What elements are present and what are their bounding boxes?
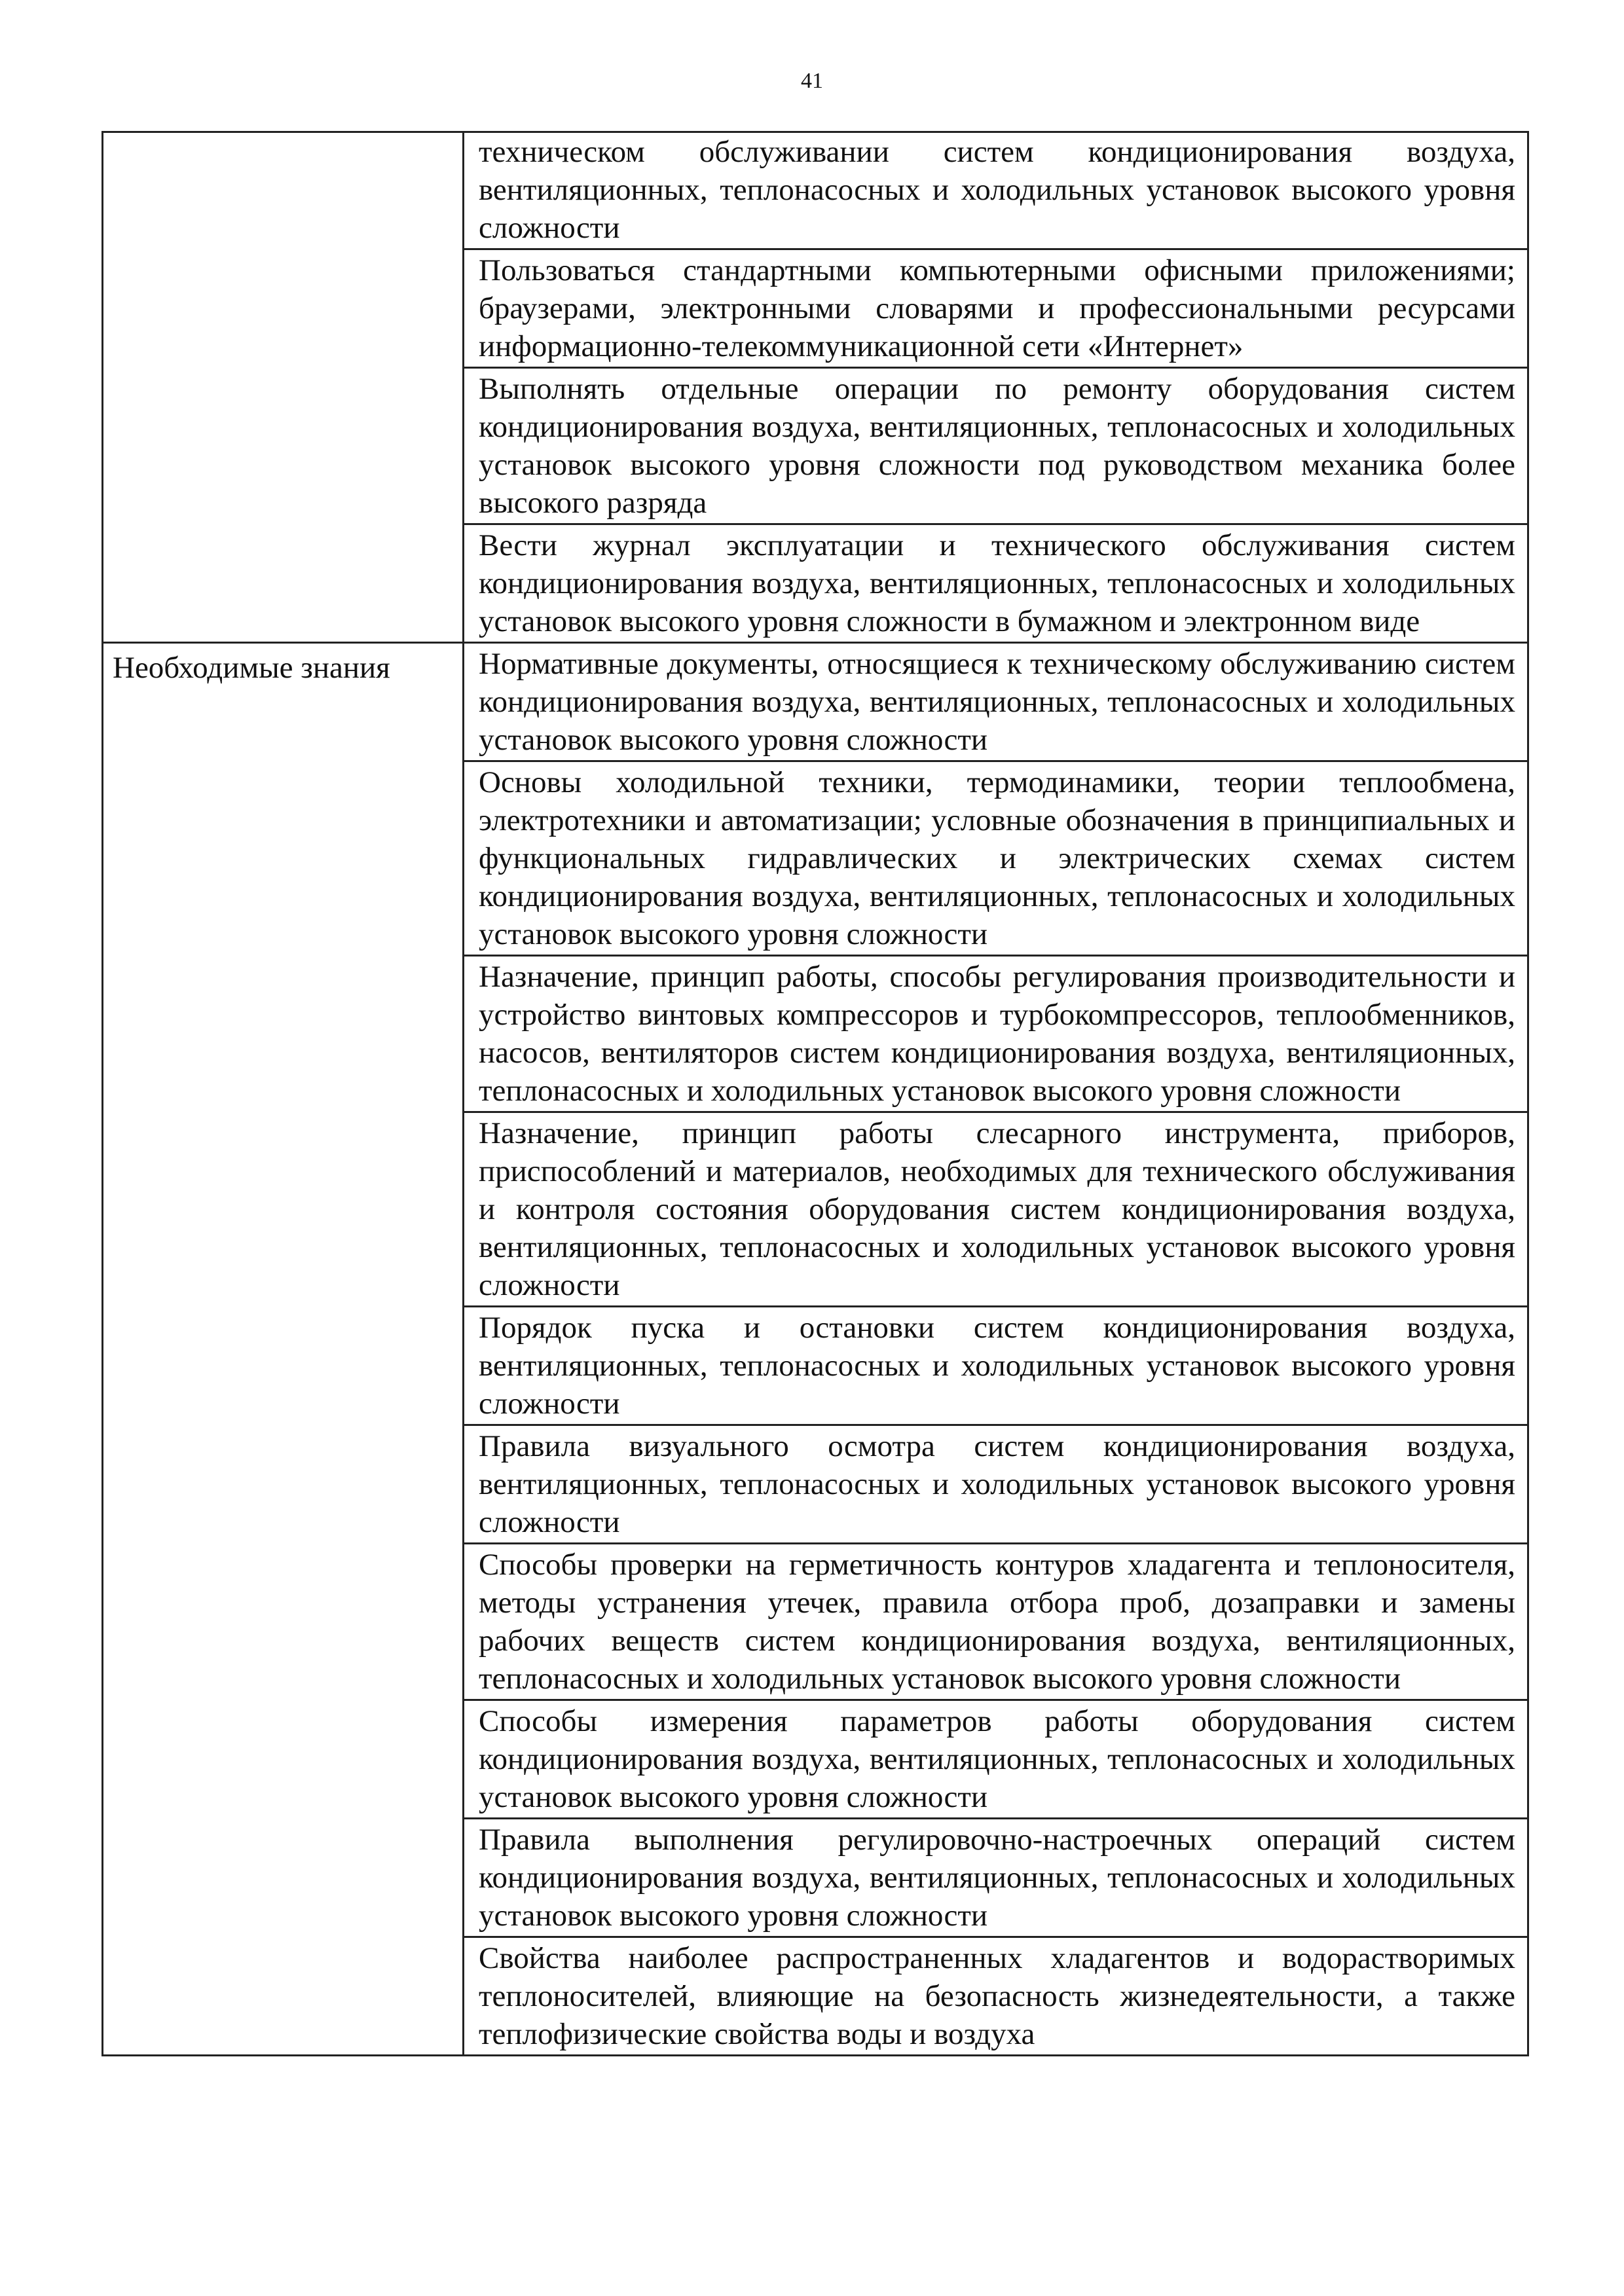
knowledge-item: Способы проверки на герметичность контуров хладагента и теплоносителя, методы устранения утечек, правила отбора проб, дозаправки и замены рабочих веществ систем кондиционирования воздуха, вентиляционных, теплонасосных и холодильных установок высокого уровня сложности: [464, 1544, 1528, 1700]
table-row: [103, 643, 1528, 761]
knowledge-item: Свойства наиболее распространенных хладагентов и водорастворимых теплоносителей, влияющие на безопасность жизнедеятельности, а также теплофизические свойства воды и воздуха: [464, 1937, 1528, 2056]
knowledge-item: Назначение, принцип работы, способы регулирования производительности и устройство винтовых компрессоров и турбокомпрессоров, теплообменников, насосов, вентиляторов систем кондиционирования воздуха, вентиляционных, теплонасосных и холодильных установок высокого уровня сложности: [464, 956, 1528, 1112]
knowledge-item: Порядок пуска и остановки систем кондиционирования воздуха, вентиляционных, теплонасосных и холодильных установок высокого уровня сложности: [464, 1307, 1528, 1425]
knowledge-item: Правила выполнения регулировочно-настроечных операций систем кондиционирования воздуха, вентиляционных, теплонасосных и холодильных установок высокого уровня сложности: [464, 1819, 1528, 1937]
requirements-table: [101, 131, 1529, 2056]
skill-item: Вести журнал эксплуатации и технического обслуживания систем кондиционирования воздуха, вентиляционных, теплонасосных и холодильных установок высокого уровня сложности в бумажном и электронном виде: [464, 524, 1528, 643]
knowledge-label: Необходимые знания: [103, 643, 464, 2056]
table-row: [103, 132, 1528, 249]
skill-item: Пользоваться стандартными компьютерными офисными приложениями; браузерами, электронными словарями и профессиональными ресурсами информационно-телекоммуникационной сети «Интернет»: [464, 249, 1528, 368]
empty-label-cell: [103, 132, 464, 643]
knowledge-item: Способы измерения параметров работы оборудования систем кондиционирования воздуха, вентиляционных, теплонасосных и холодильных установок высокого уровня сложности: [464, 1700, 1528, 1819]
knowledge-item: Основы холодильной техники, термодинамики, теории теплообмена, электротехники и автоматизации; условные обозначения в принципиальных и функциональных гидравлических и электрических схемах систем кондиционирования воздуха, вентиляционных, теплонасосных и холодильных установок высокого уровня сложности: [464, 761, 1528, 956]
skill-item: Выполнять отдельные операции по ремонту оборудования систем кондиционирования воздуха, вентиляционных, теплонасосных и холодильных установок высокого уровня сложности под руководством механика более высокого разряда: [464, 368, 1528, 524]
knowledge-item: Правила визуального осмотра систем кондиционирования воздуха, вентиляционных, теплонасосных и холодильных установок высокого уровня сложности: [464, 1425, 1528, 1544]
page-number: 41: [801, 69, 823, 93]
knowledge-item: Нормативные документы, относящиеся к техническому обслуживанию систем кондиционирования воздуха, вентиляционных, теплонасосных и холодильных установок высокого уровня сложности: [464, 643, 1528, 761]
knowledge-item: Назначение, принцип работы слесарного инструмента, приборов, приспособлений и материалов, необходимых для технического обслуживания и контроля состояния оборудования систем кондиционирования воздуха, вентиляционных, теплонасосных и холодильных установок высокого уровня сложности: [464, 1112, 1528, 1307]
skill-item: техническом обслуживании систем кондиционирования воздуха, вентиляционных, теплонасосных и холодильных установок высокого уровня сложности: [464, 132, 1528, 249]
